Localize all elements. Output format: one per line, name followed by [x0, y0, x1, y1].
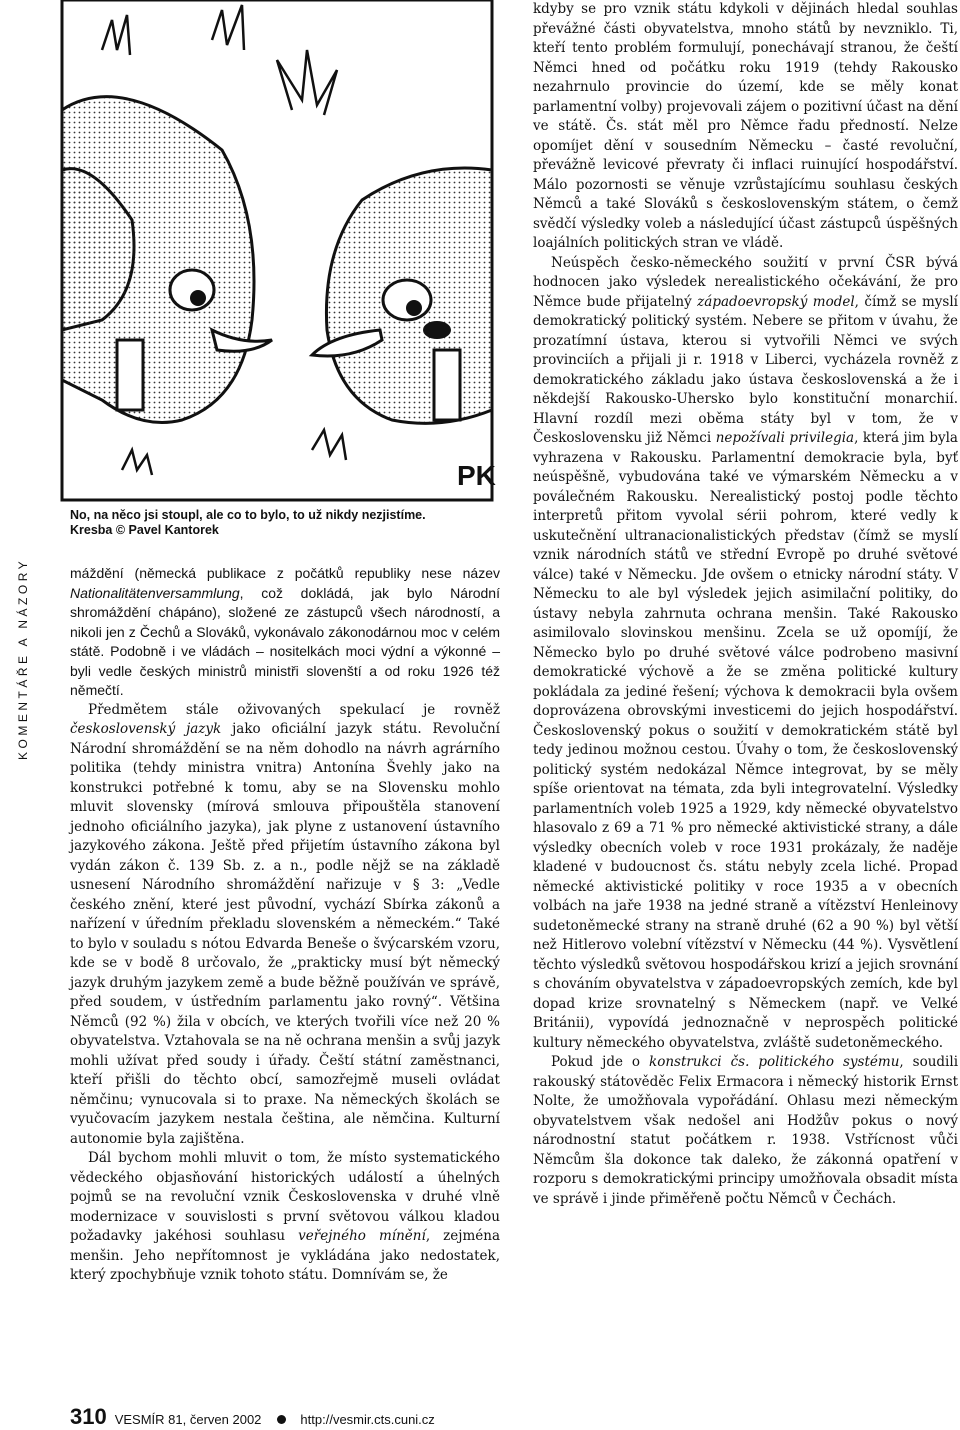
text-run: , čímž se myslí demokratický politický systém. Nebere se přitom v úvahu, že prozatímní ústava, kterou si vytvořili Němci ve svých provinciích a přijali ji r. 1918 v Liberci, vycházela rovněž z demokratického základu jako ústava československá a že i někdejší Rakousko-Uhersko bylo konstituční monarchií. Hlavní rozdíl mezi oběma státy byl v tom, že v Československu již Němci — [533, 293, 958, 446]
left-paragraph-1 — [70, 564, 500, 701]
text-run: , zejména menšin. Jeho nepřítomnost je vykládána jako nedostatek, který zpochybňuje vznik tohoto státu. Domnívám se, že — [70, 1228, 500, 1283]
cartoon-illustration — [62, 0, 496, 500]
bullet-dot-icon — [277, 1415, 286, 1424]
left-paragraph-3 — [70, 1149, 500, 1286]
text-run: Dál bychom mohli mluvit o tom, že místo systematického vědeckého objasňování historických událostí a úhelných pojmů se na revoluční vznik Československa v druhé vlně modernizace v souvislosti s první světovou válkou kladou požadavky jakéhosi souhlasu — [70, 1150, 500, 1244]
page-number: 310 — [70, 1404, 107, 1429]
italic-term: československý jazyk — [70, 721, 222, 737]
left-column — [70, 564, 500, 1286]
right-column — [533, 0, 958, 1209]
text-run: Předmětem stále oživovaných spekulací je rovněž — [88, 701, 500, 718]
text-run: Pokud jde o — [551, 1054, 650, 1070]
right-paragraph-2 — [533, 254, 958, 1054]
text-run: Neúspěch česko-německého soužití v první ČSR bývá hodnocen jako výsledek nerealistického očekávání, že pro Němce bude přijatelný — [533, 254, 958, 310]
left-paragraph-2 — [70, 701, 500, 1150]
italic-term: konstrukci čs. politického systému — [649, 1054, 900, 1070]
text-run: , což dokládá, jak bylo Národní shromáždění chápáno), složené ze zástupců všech národností, a nikoli jen z Čechů a Slováků, vykonávalo zákonodárnou moc v celém státě. Podobně i ve vládách – nositelkách moci výdní a výkonné – byli vedle českých ministrů ministři slovenští a od roku 1926 též němečtí. — [70, 584, 500, 698]
caption-line-2: Kresba © Pavel Kantorek — [70, 523, 219, 537]
text-run: jako oficiální jazyk státu. Revoluční Národní shromáždění se na něm dohodlo na návrh agrárního politika (tehdy ministra vnitra) Antonína Švehly jako na konstrukci potřebné k tomu, aby se na Slovensku mohlo mluvit slovensky (mírová smlouva připouštěla stanovení jednoho oficiálního jazyka), jak plyne z ustanovení ústavního jazykového zákona. Ještě před přijetím ústavního zákona byl vydán zákon č. 139 Sb. z. a n., podle nějž se na základě usnesení Národního shromáždění nařizuje v § 3: „Vedle českého znění, které jest původní, vychází Sbírka zákonů a nařízení v úředním překladu slovenském a německém.“ Také to bylo v souladu s nótou Edvarda Beneše o švýcarském vzoru, kde se v bodě 8 určovalo, že „prakticky musí být německý jazyk druhým jazykem země a bude běžně používán ve správě, před soudem, v ústředním parlamentu jako rovný“. Většina Němců (92 %) žila v obcích, ve kterých tvořili více než 20 % obyvatelstva. Vztahovala se na ně ochrana menšin a svůj jazyk mohli užívat před soudy i úřady. Čeští státní zaměstnanci, kteří přišli do těchto obcí, samozřejmě museli ovládat němčinu; vynucovala si to praxe. Na německých školách se vyučovacím jazykem nestala čeština, ale němčina. Kulturní autonomie byla zajištěna. — [70, 721, 500, 1147]
journal-issue: VESMÍR 81, červen 2002 — [114, 1412, 262, 1427]
caption-line-1: No, na něco jsi stoupl, ale co to bylo, to už nikdy nezjistíme. — [70, 508, 426, 522]
page-footer — [70, 1404, 500, 1430]
italic-term: západoevropský model — [697, 293, 855, 310]
text-run: , která jim byla vyhrazena v Rakousku. Parlamentní demokracie byla, byť neúspěšně, vybudována také ve výmarském Německu a v poválečném Rakousku. Nerealistický postoj podle těchto interpretů přitom vyvolal sérii pohrom, které vedly k uskutečnění ultranacionalistických představ (čímž se myslí vznik národních států ve střední Evropě po druhé světové válce) také v Německu. Jde ovšem o etnicky národní státy. V Německu to ale byl výsledek jejich asimilační politiky, do ústavy nebyla zahrnuta ochrana menšin. Také Rakousko asimilovalo slovinskou menšinu. Zcela se už opomíjí, že Německo bylo po druhé světové válce podrobeno masivní demokratické výchově a že se změna politické kultury pokládala za jediné řešení; výchova k demokracii byla ovšem doprovázena obrovskými investicemi do jejich hospodářství. Československý pokus o soužití v demokratickém státě byl tedy jedinou možnou cestou. Úvahy o tom, že československý politický systém nedokázal Němce integrovat, by se měly spíše orientovat na témata, zda byli integrovatelní. Výsledky parlamentních voleb 1925 a 1929, kdy německé obyvatelstvo hlasovalo z 69 a 71 % pro německé aktivistické strany, a dále výsledky obecních voleb v roce 1931 prokázaly, že naděje kladené v budoucnost čs. státu nebyly zcela liché. Propad německé aktivistické politiky v roce 1935 a v obecních volbách na jaře 1938 na jedné straně a vítězství Henleinovy sudetoněmecké strany na straně druhé (62 a 90 %) byl větší než Hitlerovo volební vítězství v Německu (44 %). Vysvětlení těchto výsledků světovou hospodářskou krizí a jejich srovnání s chováním obyvatelstva v západoevropských zemích, kde byl dopad krize srovnatelný s Německem (např. ve Velké Británii), vypovídá jednoznačně v neprospěch politické kultury německého obyvatelstva, zvláště sudetoněmeckého. — [533, 430, 958, 1051]
right-paragraph-3 — [533, 1053, 958, 1209]
text-run: máždění (německá publikace z počátků republiky nese název — [70, 565, 500, 581]
cartoon-caption — [70, 508, 500, 538]
artist-signature: PK — [457, 460, 496, 491]
journal-url[interactable]: http://vesmir.cts.cuni.cz — [300, 1412, 435, 1427]
italic-term: Nationalitätenversammlung — [70, 584, 240, 601]
right-paragraph-1: kdyby se pro vznik státu kdykoli v dějinách hledal souhlas převážné části obyvatelstva, mnoho států by nevzniklo. Ti, kteří tento problém formulují, ponechávají stranou, že čeští Němci hned od počátku roku 1919 (tehdy Rakousko nezahrnulo provincie do území, kde se měly konat parlamentní volby) projevovali zájem o pozitivní účast na dění ve státě. Čs. stát měl pro Němce řadu předností. Nelze opomíjet dění v sousedním Německu – časté revoluční, převážně levicové převraty či inflaci ruinující hospodářství. Málo pozornosti se věnuje vzrůstajícímu souhlasu českých Němců a také Slováků s československým státem, o čemž svědčí výsledky voleb a následující účast zástupců úspěšných loajálních politických stran ve vládě. — [533, 1, 958, 251]
italic-term: veřejného mínění — [298, 1228, 426, 1244]
italic-term: nepožívali privilegia — [715, 430, 855, 446]
text-run: , soudili rakouský státověděc Felix Ermacora i německý historik Ernst Nolte, že umožňovala vypořádání. Ohlasu mezi německým obyvatelstvem však nedošel ani Hodžův pokus o nový národnostní statut počátkem r. 1938. Vstřícnost vůči Němcům šla dokonce tak daleko, že zákonná opatření v rozporu s demokratickými principy umožňovala obsadit místa ve správě i jinde přiměřeně počtu Němců v Čechách. — [533, 1054, 959, 1207]
section-label: KOMENTÁŘE A NÁZORY — [16, 557, 30, 760]
